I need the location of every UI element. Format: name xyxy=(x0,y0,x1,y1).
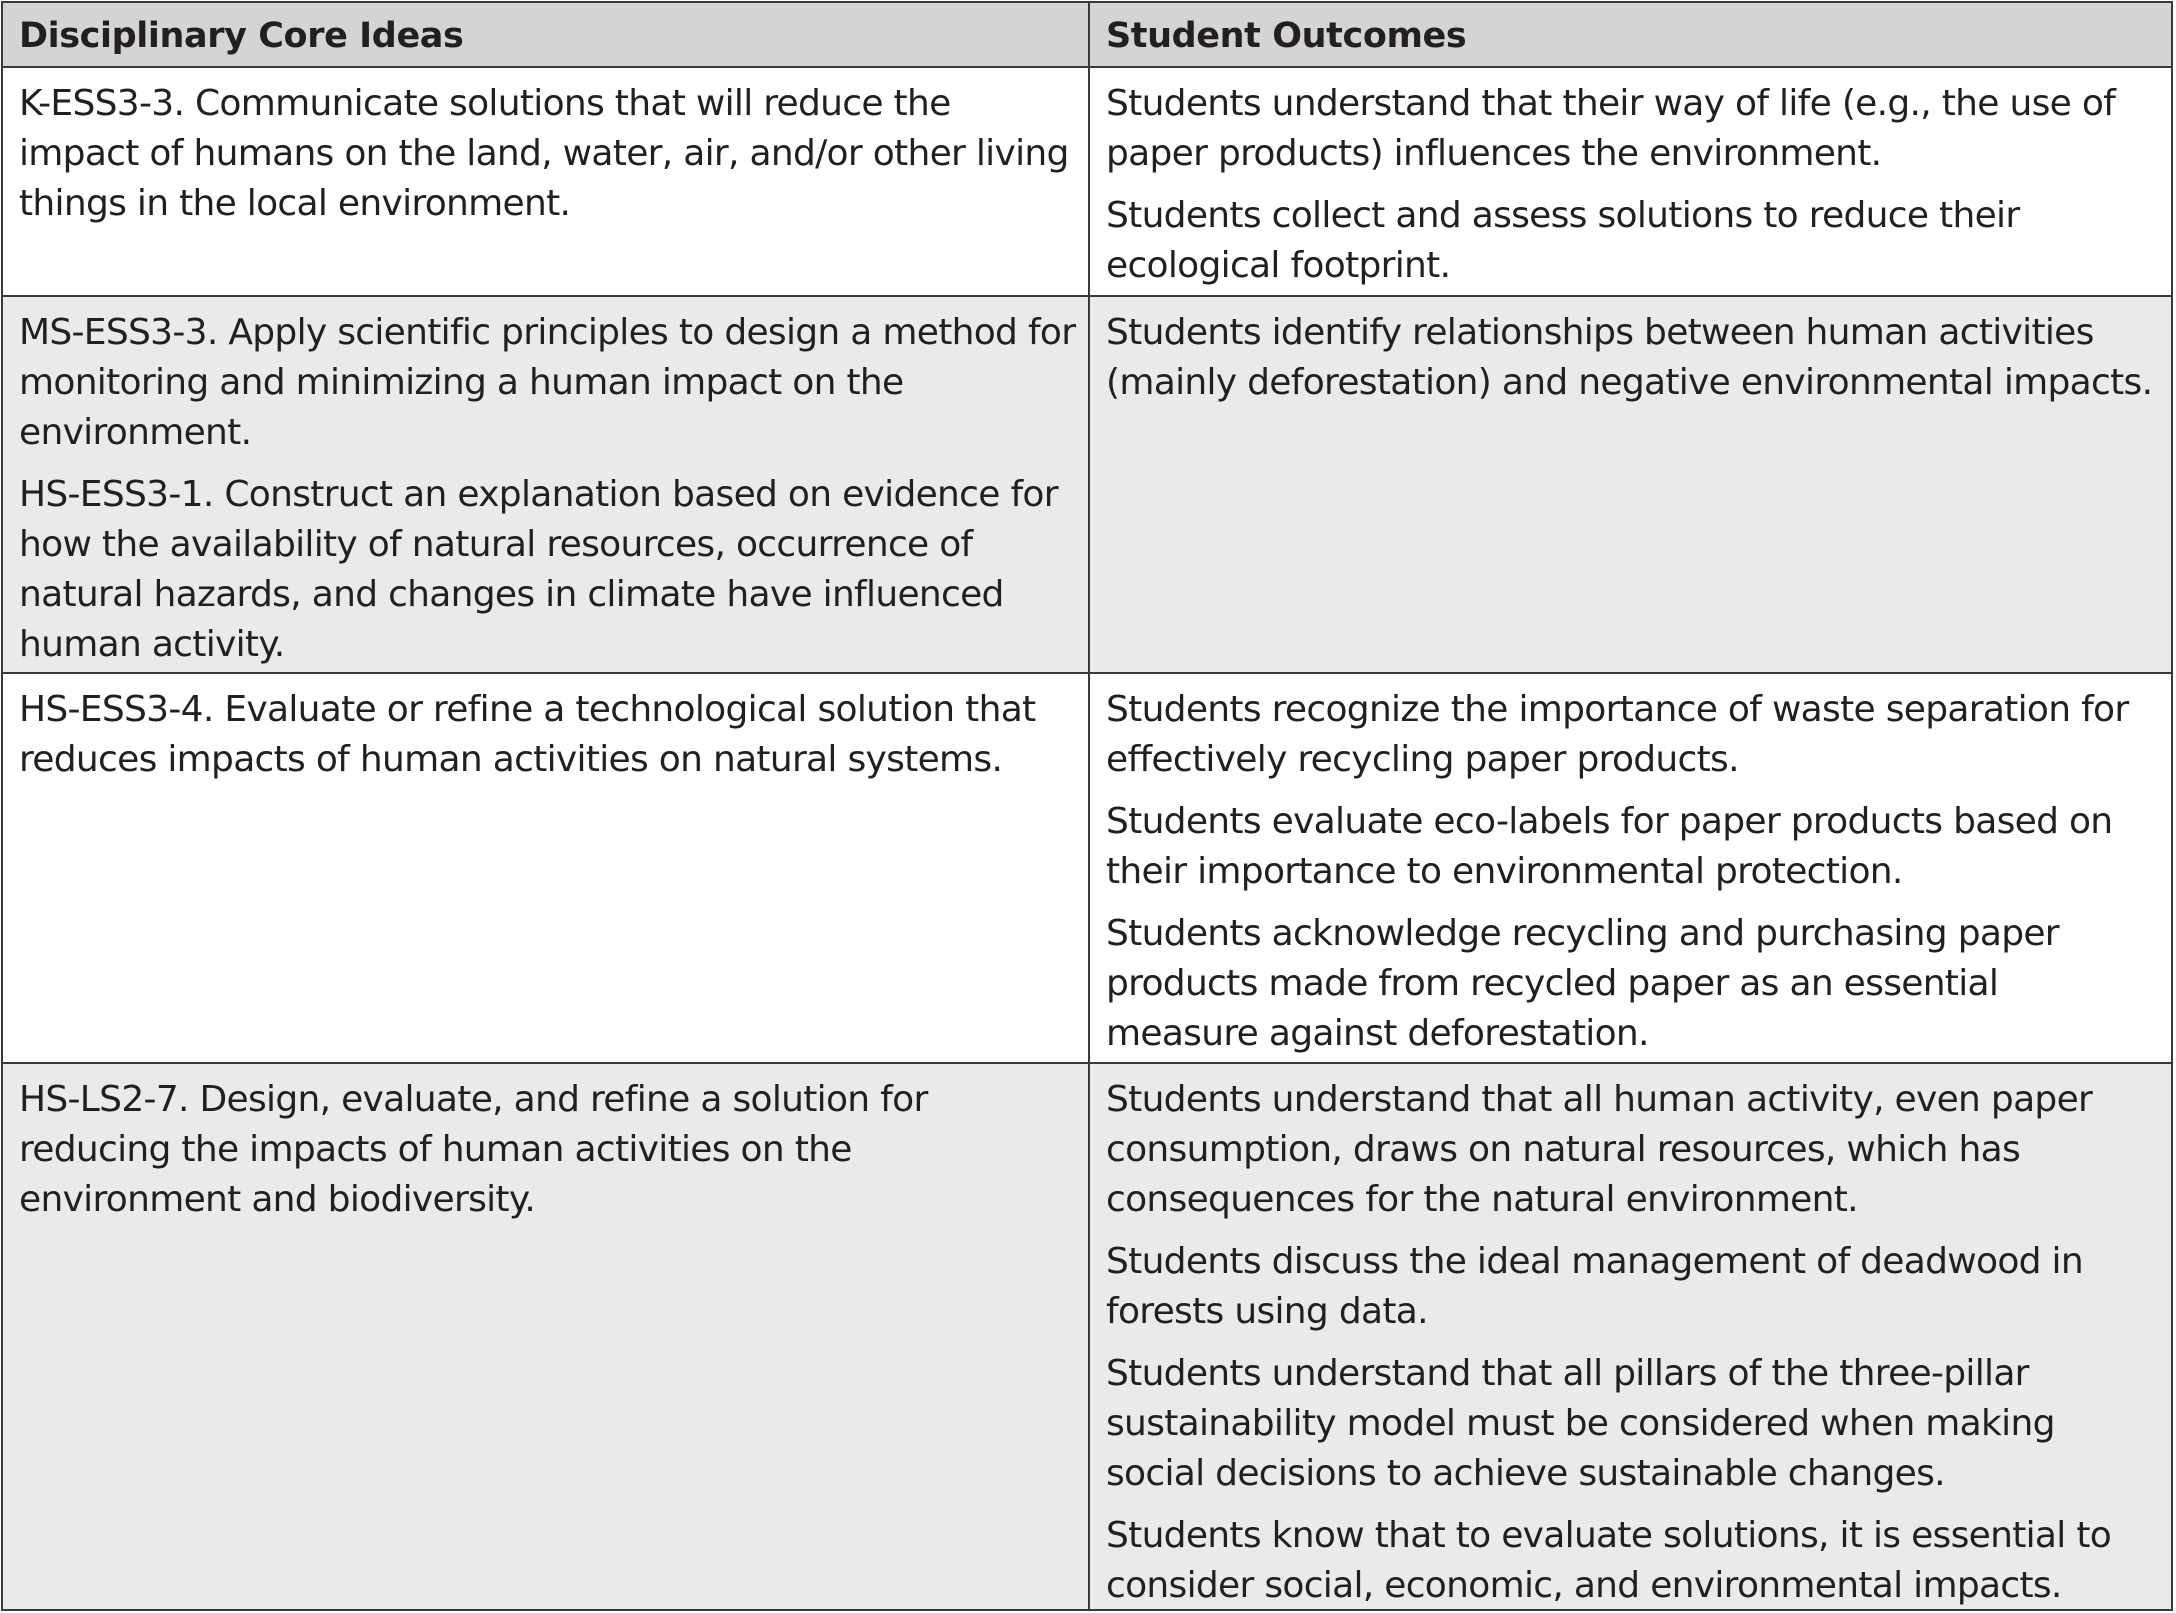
core-idea-text: HS-LS2-7. Design, evaluate, and refine a solution for reducing the impacts of human activities on the environment and biodiversity. xyxy=(19,1079,928,1220)
standards-table xyxy=(1,1,2173,1611)
outcome-text: Students collect and assess solutions to reduce their ecological footprint. xyxy=(1106,195,2020,286)
outcome-text: Students understand that all pillars of the three-pillar sustainability model must be considered when making social decisions to achieve sustainable changes. xyxy=(1106,1353,2055,1494)
outcome-text: Students discuss the ideal management of deadwood in forests using data. xyxy=(1106,1241,2083,1332)
header-student-outcomes: Student Outcomes xyxy=(1106,16,1467,56)
header-cell-outcomes xyxy=(1090,3,2171,66)
core-ideas-cell xyxy=(3,297,1090,672)
table-row xyxy=(3,674,2171,1064)
core-ideas-cell xyxy=(3,68,1090,295)
outcomes-cell xyxy=(1090,1064,2171,1609)
outcomes-cell xyxy=(1090,674,2171,1062)
header-core-ideas: Disciplinary Core Ideas xyxy=(19,16,464,56)
core-idea-text: MS-ESS3-3. Apply scientific principles to design a method for monitoring and minimizing a human impact on the environment. xyxy=(19,312,1076,453)
table-row xyxy=(3,68,2171,297)
core-idea-text: K-ESS3-3. Communicate solutions that will reduce the impact of humans on the land, water, air, and/or other living things in the local environment. xyxy=(19,83,1069,224)
outcome-text: Students understand that all human activity, even paper consumption, draws on natural resources, which has consequences for the natural environment. xyxy=(1106,1079,2093,1220)
outcome-text: Students evaluate eco-labels for paper products based on their importance to environmental protection. xyxy=(1106,801,2113,892)
table-header-row xyxy=(3,3,2171,68)
header-cell-core-ideas xyxy=(3,3,1090,66)
outcome-text: Students acknowledge recycling and purchasing paper products made from recycled paper as an essential measure against deforestation. xyxy=(1106,913,2059,1054)
table-row xyxy=(3,1064,2171,1609)
outcome-text: Students recognize the importance of waste separation for effectively recycling paper products. xyxy=(1106,689,2129,780)
core-idea-text: HS-ESS3-1. Construct an explanation based on evidence for how the availability of natural resources, occurrence of natural hazards, and changes in climate have influenced human activity. xyxy=(19,474,1058,665)
outcome-text: Students understand that their way of life (e.g., the use of paper products) influences the environment. xyxy=(1106,83,2116,174)
table-row xyxy=(3,297,2171,674)
outcome-text: Students know that to evaluate solutions, it is essential to consider social, economic, and environmental impacts. xyxy=(1106,1515,2112,1606)
core-idea-text: HS-ESS3-4. Evaluate or refine a technological solution that reduces impacts of human activities on natural systems. xyxy=(19,689,1036,780)
core-ideas-cell xyxy=(3,674,1090,1062)
outcomes-cell xyxy=(1090,68,2171,295)
core-ideas-cell xyxy=(3,1064,1090,1609)
outcomes-cell xyxy=(1090,297,2171,672)
outcome-text: Students identify relationships between human activities (mainly deforestation) and negative environmental impacts. xyxy=(1106,312,2153,403)
